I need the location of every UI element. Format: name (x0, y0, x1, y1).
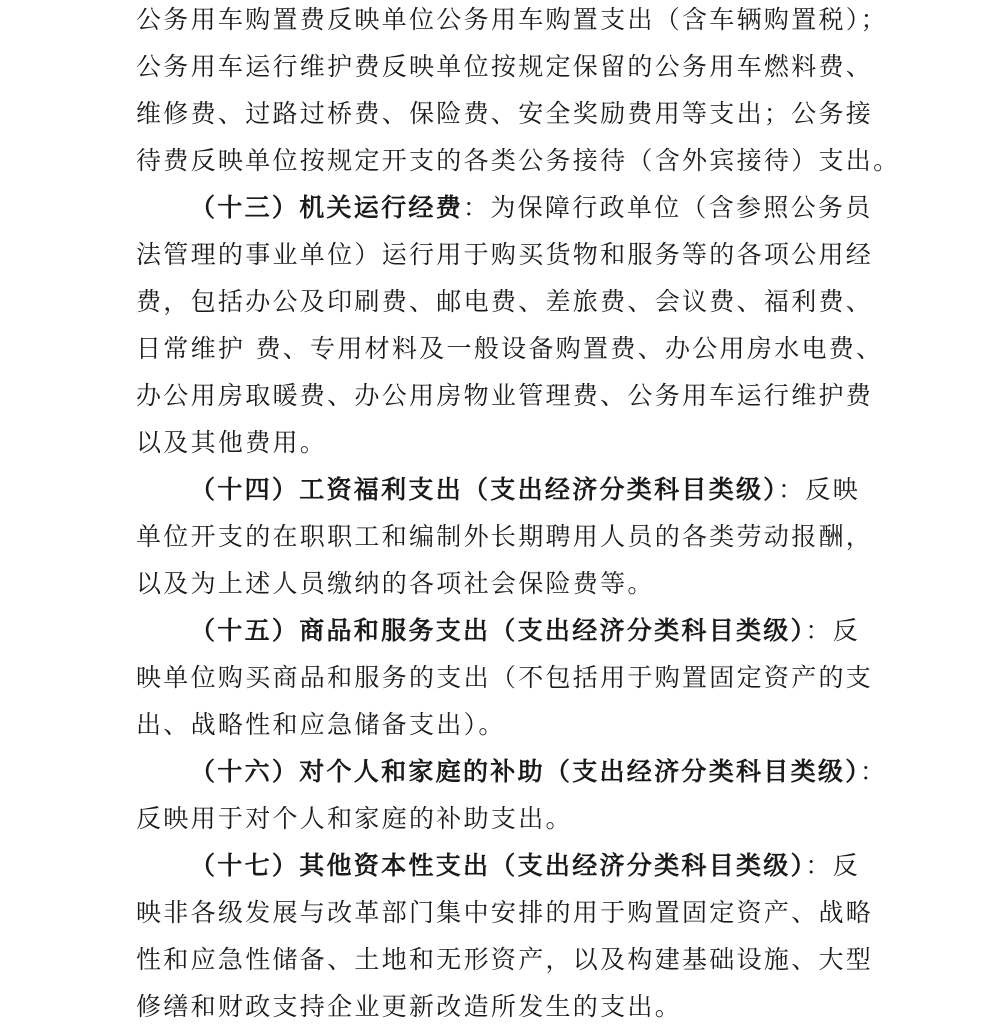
text-line-7: 费，包括办公及印刷费、邮电费、差旅费、会议费、福利费、 (136, 287, 874, 316)
text-line-1: 公务用车购置费反映单位公务用车购置支出（含车辆购置税）； (136, 5, 888, 34)
section-14-title: （十四）工资福利支出（支出经济分类科目类级） (190, 475, 779, 504)
text-line-3: 维修费、过路过桥费、保险费、安全奖励费用等支出；公务接 (136, 99, 874, 128)
section-13-heading-line: （十三）机关运行经费：为保障行政单位（含参照公务员 (190, 193, 873, 222)
section-15-heading-line: （十五）商品和服务支出（支出经济分类科目类级）：反 (190, 616, 861, 645)
text-line-15: 映单位购买商品和服务的支出（不包括用于购置固定资产的支 (136, 663, 874, 692)
text-line-8: 日常维护 费、专用材料及一般设备购置费、办公用房水电费、 (136, 334, 884, 363)
text-line-12: 单位开支的在职职工和编制外长期聘用人员的各类劳动报酬， (136, 522, 874, 551)
section-14-heading-line: （十四）工资福利支出（支出经济分类科目类级）：反映 (190, 475, 861, 504)
section-16-title: （十六）对个人和家庭的补助（支出经济分类科目类级） (190, 757, 861, 786)
text-line-13: 以及为上述人员缴纳的各项社会保险费等。 (136, 569, 655, 598)
text-line-22: 修缮和财政支持企业更新改造所发生的支出。 (136, 992, 683, 1021)
section-16-heading-line: （十六）对个人和家庭的补助（支出经济分类科目类级）： (190, 757, 888, 786)
text-line-2: 公务用车运行维护费反映单位按规定保留的公务用车燃料费、 (136, 52, 874, 81)
text-line-9: 办公用房取暖费、办公用房物业管理费、公务用车运行维护费 (136, 381, 874, 410)
section-17-heading-line: （十七）其他资本性支出（支出经济分类科目类级）：反 (190, 851, 861, 880)
text-line-4: 待费反映单位按规定开支的各类公务接待（含外宾接待）支出。 (136, 146, 901, 175)
section-17-title: （十七）其他资本性支出（支出经济分类科目类级） (190, 851, 806, 880)
text-line-20: 映非各级发展与改革部门集中安排的用于购置固定资产、战略 (136, 898, 874, 927)
text-line-18: 反映用于对个人和家庭的补助支出。 (136, 804, 573, 833)
text-line-16: 出、战略性和应急储备支出）。 (136, 710, 506, 739)
section-13-title: （十三）机关运行经费 (190, 193, 464, 222)
section-15-title: （十五）商品和服务支出（支出经济分类科目类级） (190, 616, 806, 645)
text-line-10: 以及其他费用。 (136, 428, 328, 457)
text-line-6: 法管理的事业单位）运行用于购买货物和服务等的各项公用经 (136, 240, 874, 269)
text-line-21: 性和应急性储备、土地和无形资产，以及构建基础设施、大型 (136, 945, 874, 974)
